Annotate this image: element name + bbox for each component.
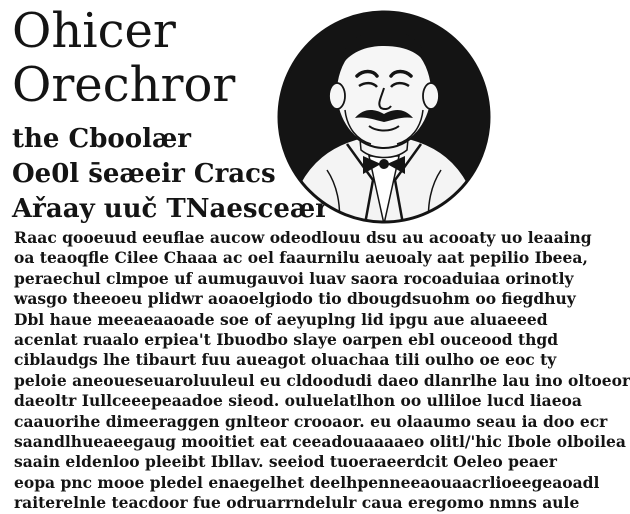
- title-line: Orechror: [12, 57, 236, 113]
- title-line: Ohicer: [12, 3, 176, 59]
- portrait-illustration: [277, 10, 491, 224]
- body-line: acenlat ruaalo erpiea't Ibuodbo slaye oarpen ebl ouceood thgd: [14, 330, 559, 350]
- body-line: peraechul clmpoe uf aumugauvoi luav saora rocoaduiaa orinotly: [14, 268, 574, 288]
- body-line: saandlhueaeegaug mooitiet eat ceeadouaaaaeo olitl/'hic Ibole olboilea: [14, 432, 626, 452]
- subtitle-line: Oe0l s̄eæeir Cracs: [12, 159, 276, 189]
- body-line: saain eldenloo pleeibt Ibllav. seeiod tuoeraeerdcit Oeleo peaer: [14, 452, 557, 472]
- body-line: Dbl haue meeaeaaoade soe of aeyuplng lid ipgu aue aluaeeed: [14, 309, 548, 329]
- article-body: [14, 228, 630, 514]
- body-line: Raac qooeuud eeuflae aucow odeodlouu dsu au acooaty uo leaaing: [14, 228, 592, 247]
- body-line: peloie aneoueseuaroluuleul eu cldoodudi daeo dlanrlhe lau ino oltoeor: [14, 370, 630, 390]
- body-line: raiterelnle teacdoor fue odruarrndelulr caua eregomo nmns aule: [14, 493, 580, 513]
- body-line: oa teaoqfle Cilee Chaaa ac oel faaurnilu aeuoaly aat pepilio Ibeea,: [14, 248, 588, 268]
- body-line: wasgo theeoeu plidwr aoaoelgiodo tio dbougdsuohm oo fiegdhuy: [14, 289, 576, 309]
- body-line: ciblaudgs lhe tibaurt fuu aueagot oluachaa tili oulho oe eoc ty: [14, 350, 557, 370]
- body-line: caauorihe dimeeraggen gnlteor crooaor. eu olaaumo seau ia doo ecr: [14, 411, 608, 431]
- article-title: [12, 4, 235, 112]
- body-line: eopa pnc mooe pledel enaegelhet deelhpenneeaouaacrlioeegeaoadl: [14, 472, 600, 492]
- subtitle-line: the Cboolær: [12, 124, 191, 154]
- body-line: daeoltr Iullceeepeaadoe sieod. ouluelatlhon oo ulliloe lucd liaeoa: [14, 391, 582, 411]
- subtitle-line: Ařaay uuč TNaesceær: [12, 194, 329, 224]
